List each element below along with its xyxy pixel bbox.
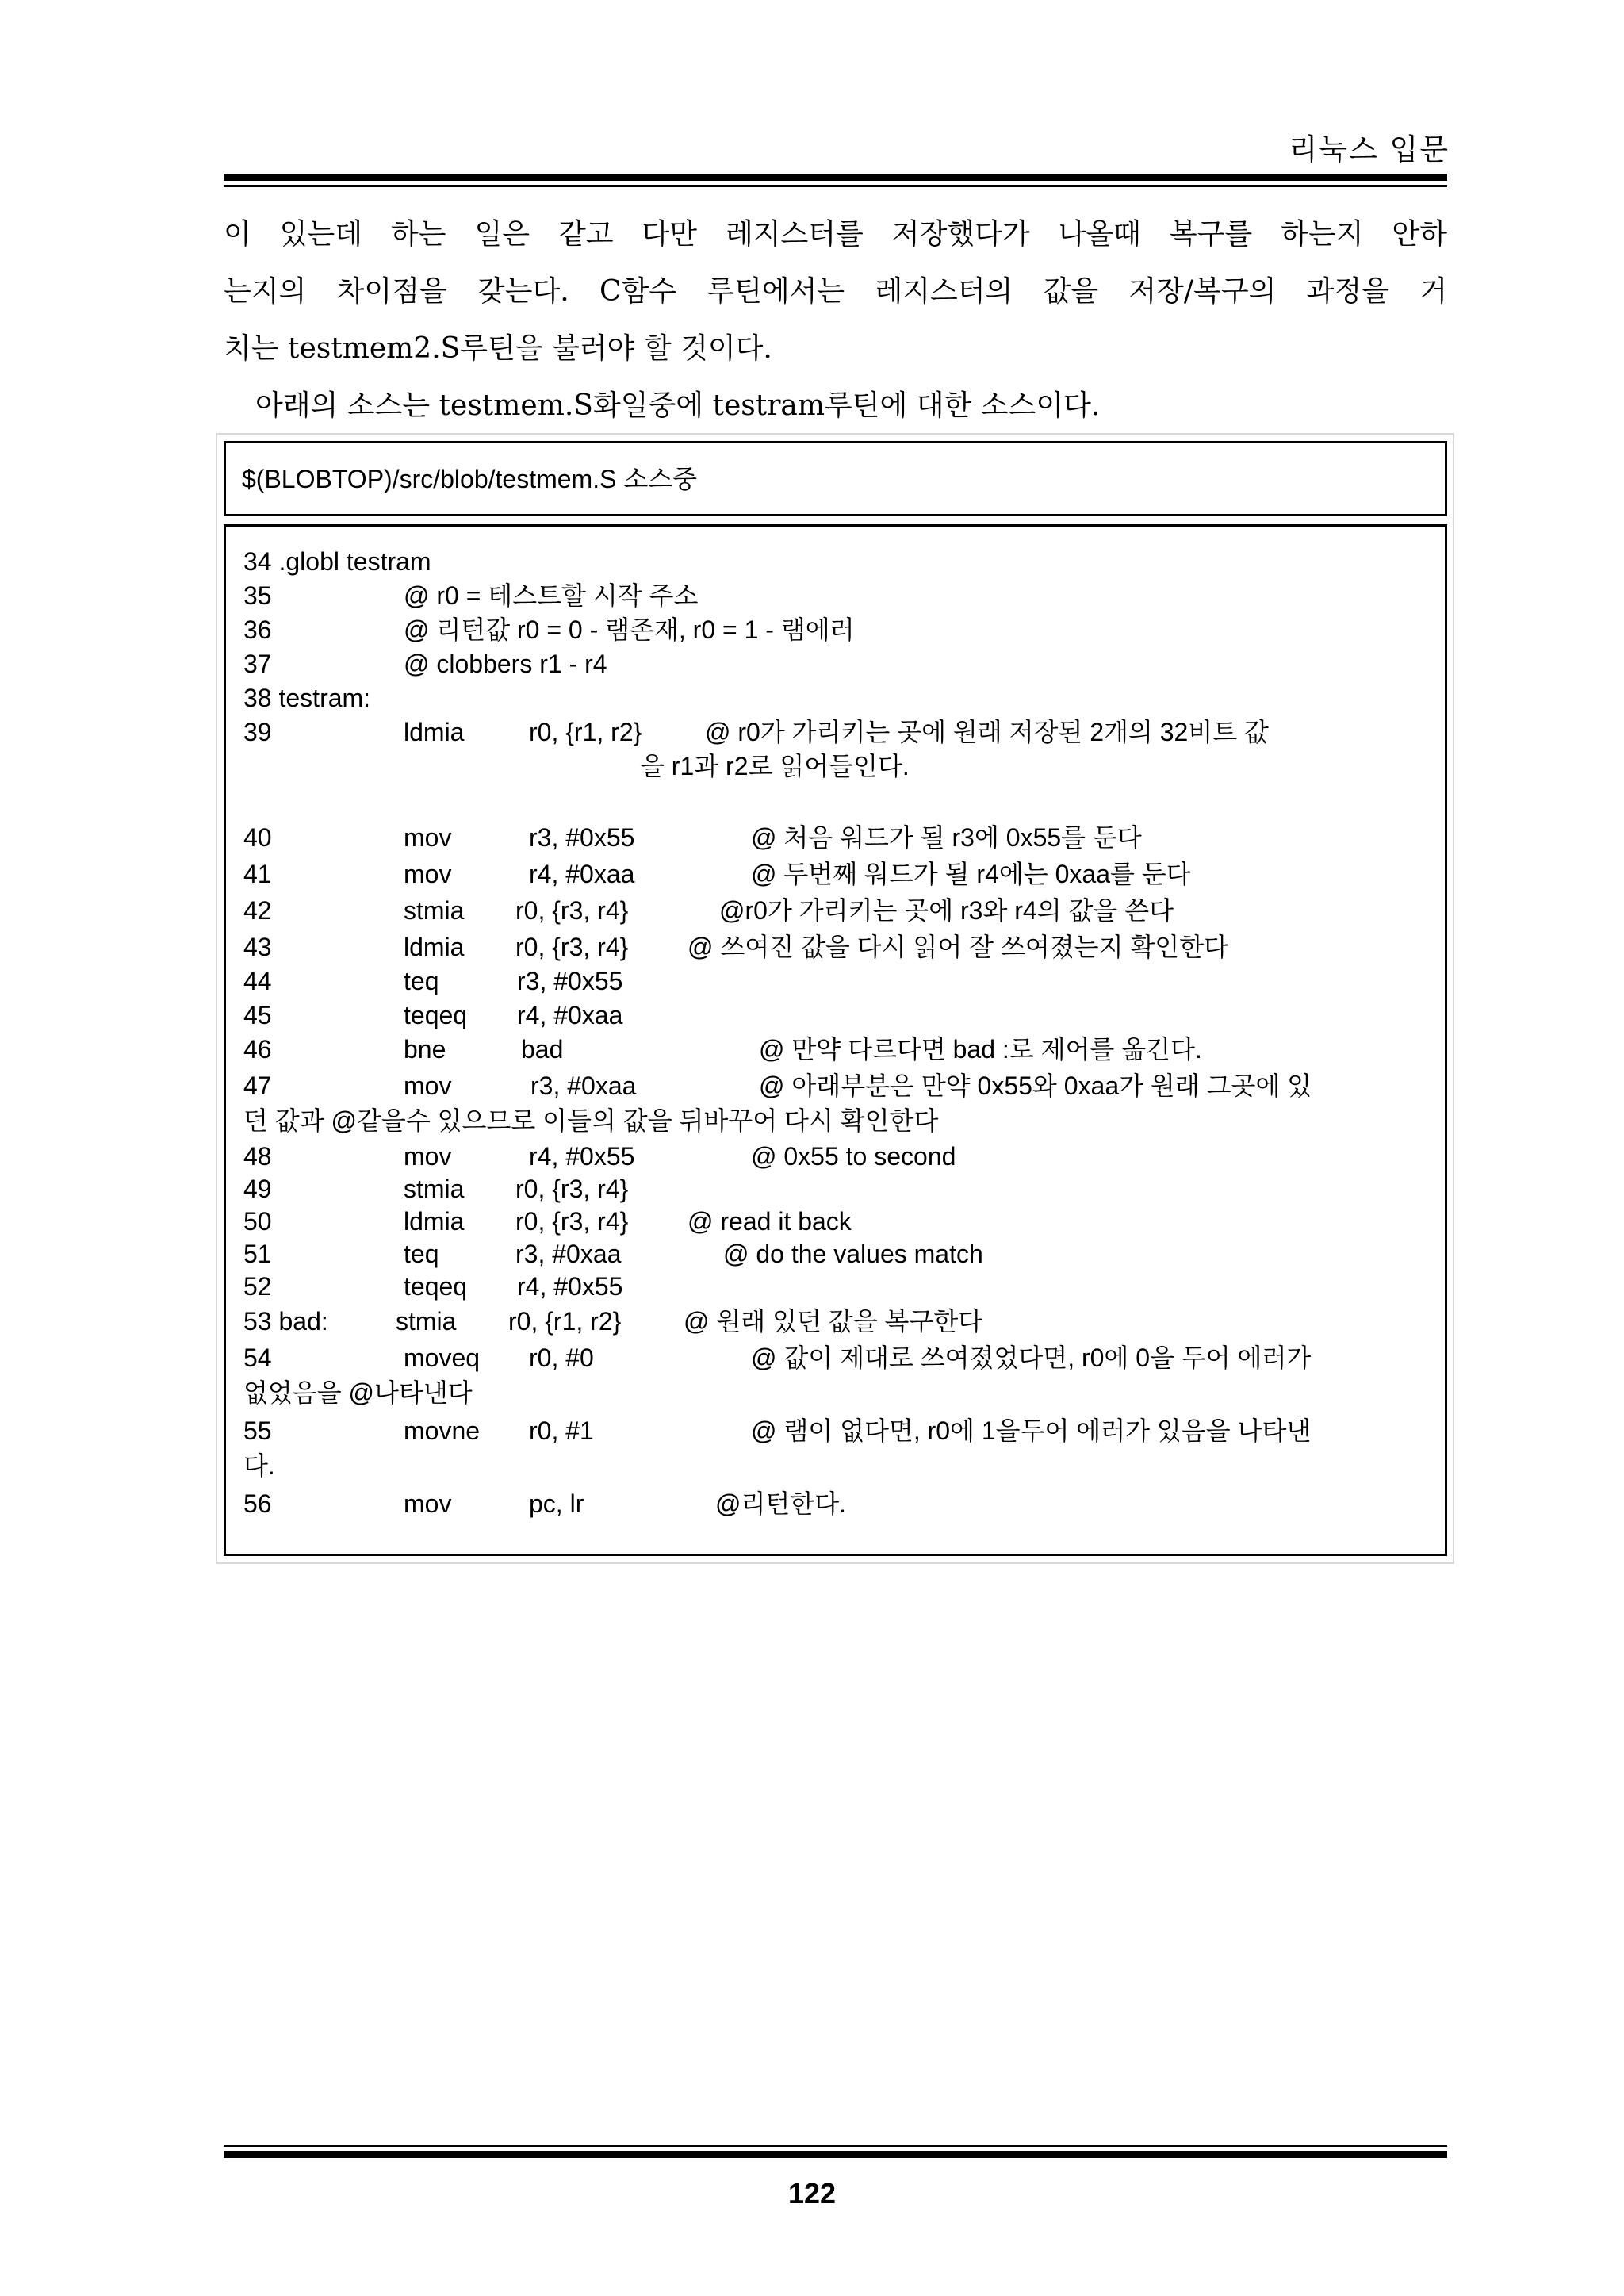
code-comment: @ r0가 가리키는 곳에 원래 저장된 2개의 32비트 값 (705, 718, 1269, 746)
code-line-number: 48 (243, 1142, 272, 1171)
code-comment: @ 값이 제대로 쓰여졌었다면, r0에 0을 두어 에러가 (751, 1343, 1312, 1372)
code-opcode: stmia (404, 1175, 465, 1203)
code-line-number: 56 (243, 1489, 272, 1518)
code-comment: 없었음을 @나타낸다 (243, 1378, 473, 1407)
code-comment: @ 처음 워드가 될 r3에 0x55를 둔다 (751, 823, 1142, 852)
code-comment: 다. (243, 1451, 275, 1480)
code-opcode: mov (404, 1071, 452, 1100)
code-line-number: 52 (243, 1272, 272, 1301)
code-comment: @ 0x55 to second (751, 1142, 956, 1171)
code-line (243, 930, 1433, 964)
code-comment: @ 쓰여진 값을 다시 읽어 잘 쓰여졌는지 확인한다 (688, 933, 1229, 961)
code-comment: @ 원래 있던 값을 복구한다 (684, 1307, 983, 1336)
code-line (243, 1139, 1433, 1174)
code-line (243, 1236, 1433, 1271)
code-line-number: 47 (243, 1071, 272, 1100)
code-line (243, 578, 1433, 613)
code-comment: 을 r1과 r2로 읽어들인다. (640, 752, 910, 780)
code-line-number: 55 (243, 1416, 272, 1445)
code-operands: r4, #0x55 (529, 1142, 635, 1171)
code-opcode: moveq (404, 1343, 481, 1372)
code-operands: r3, #0x55 (529, 823, 635, 852)
code-operands: r0, {r3, r4} (515, 933, 629, 961)
code-comment: @ read it back (688, 1207, 852, 1236)
code-operands: r3, #0xaa (530, 1071, 637, 1100)
code-line-number: 53 bad: (243, 1307, 328, 1336)
header-rule-thin (224, 185, 1447, 187)
code-line-continuation (243, 1448, 1433, 1483)
code-opcode: mov (404, 860, 452, 888)
code-comment: @ 만약 다르다면 bad :로 제어를 옮긴다. (759, 1035, 1202, 1064)
code-operands: r0, {r3, r4} (515, 1207, 629, 1236)
code-line (243, 1171, 1433, 1206)
code-line-number: 38 testram: (243, 684, 371, 712)
code-opcode: teqeq (404, 1272, 468, 1301)
code-line-continuation (243, 1103, 1433, 1138)
code-line (243, 998, 1433, 1033)
code-line-number: 39 (243, 718, 272, 746)
code-line-number: 50 (243, 1207, 272, 1236)
code-line (243, 857, 1433, 891)
code-comment: 던 값과 @같을수 있으므로 이들의 값을 뒤바꾸어 다시 확인한다 (243, 1106, 939, 1135)
code-line (243, 964, 1433, 999)
code-comment: @ do the values match (723, 1240, 983, 1268)
code-comment: @리턴한다. (715, 1489, 847, 1518)
paragraph-line-3: 치는 testmem2.S루틴을 불러야 할 것이다. (224, 332, 772, 365)
running-header-title: 리눅스 입문 (1289, 132, 1450, 167)
code-line-number: 45 (243, 1001, 272, 1029)
code-line (243, 893, 1433, 928)
code-opcode: mov (404, 1489, 452, 1518)
code-opcode: ldmia (404, 933, 465, 961)
code-line-number: 34 .globl testram (243, 547, 431, 576)
code-opcode: mov (404, 823, 452, 852)
code-line-number: 37 (243, 650, 272, 678)
code-line (243, 1413, 1433, 1448)
code-line (243, 1204, 1433, 1239)
code-opcode: ldmia (404, 718, 465, 746)
code-opcode: bne (404, 1035, 446, 1064)
code-operands: r0, {r1, r2} (529, 718, 642, 746)
code-line (243, 612, 1433, 647)
code-operands: r0, #0 (529, 1343, 594, 1372)
code-line-number: 49 (243, 1175, 272, 1203)
code-line-number: 46 (243, 1035, 272, 1064)
code-line (243, 680, 1433, 715)
code-operands: r3, #0x55 (517, 967, 623, 995)
code-line-number: 35 (243, 581, 272, 610)
code-line (243, 715, 1433, 749)
paragraph-line-2: 는지의 차이점을 갖는다. C함수 루틴에서는 레지스터의 값을 저장/복구의 과정을 거 (224, 275, 1447, 308)
code-opcode: teqeq (404, 1001, 468, 1029)
code-line (243, 1269, 1433, 1304)
code-opcode: stmia (404, 896, 465, 925)
code-line (243, 1304, 1433, 1339)
code-comment: @r0가 가리키는 곳에 r3와 r4의 값을 쓴다 (719, 896, 1174, 925)
code-line-number: 54 (243, 1343, 272, 1372)
code-comment: @ clobbers r1 - r4 (404, 650, 607, 678)
code-comment: @ 램이 없다면, r0에 1을두어 에러가 있음을 나타낸 (751, 1416, 1312, 1445)
code-operands: r0, #1 (529, 1416, 594, 1445)
paragraph-line-4: 아래의 소스는 testmem.S화일중에 testram루틴에 대한 소스이다. (255, 389, 1101, 422)
code-line (243, 1340, 1433, 1375)
code-line-continuation (243, 749, 1433, 784)
paragraph-line-1: 이 있는데 하는 일은 같고 다만 레지스터를 저장했다가 나올때 복구를 하는지 안하 (224, 218, 1447, 251)
code-operands: r0, {r3, r4} (515, 896, 629, 925)
footer-rule-thick (224, 2151, 1447, 2158)
code-opcode: mov (404, 1142, 452, 1171)
header-rule-thick (224, 174, 1447, 181)
code-line-number: 36 (243, 615, 272, 644)
code-opcode: stmia (396, 1307, 457, 1336)
code-comment: @ 리턴값 r0 = 0 - 램존재, r0 = 1 - 램에러 (404, 615, 855, 644)
code-line (243, 646, 1433, 681)
source-box-title: $(BLOBTOP)/src/blob/testmem.S 소스중 (224, 441, 1447, 516)
code-operands: r4, #0xaa (529, 860, 635, 888)
code-line-number: 44 (243, 967, 272, 995)
code-operands: r0, {r1, r2} (508, 1307, 622, 1336)
code-operands: r4, #0xaa (517, 1001, 623, 1029)
code-comment: @ 두번째 워드가 될 r4에는 0xaa를 둔다 (751, 860, 1191, 888)
code-opcode: ldmia (404, 1207, 465, 1236)
code-line (243, 1032, 1433, 1067)
code-comment: @ 아래부분은 만약 0x55와 0xaa가 원래 그곳에 있 (759, 1071, 1312, 1100)
source-code-block (224, 524, 1447, 1556)
code-line (243, 544, 1433, 579)
code-line-continuation (243, 1375, 1433, 1410)
code-operands: r0, {r3, r4} (515, 1175, 629, 1203)
code-line-number: 43 (243, 933, 272, 961)
code-operands: bad (521, 1035, 564, 1064)
code-operands: pc, lr (529, 1489, 584, 1518)
code-line (243, 1068, 1433, 1103)
code-line (243, 820, 1433, 855)
code-opcode: movne (404, 1416, 481, 1445)
page-number: 122 (787, 2177, 837, 2210)
code-line-number: 42 (243, 896, 272, 925)
code-line-number: 41 (243, 860, 272, 888)
code-opcode: teq (404, 1240, 439, 1268)
code-operands: r3, #0xaa (515, 1240, 622, 1268)
code-line (243, 1486, 1433, 1521)
code-line-number: 51 (243, 1240, 272, 1268)
code-operands: r4, #0x55 (517, 1272, 623, 1301)
code-line-number: 40 (243, 823, 272, 852)
code-opcode: teq (404, 967, 439, 995)
code-comment: @ r0 = 테스트할 시작 주소 (404, 581, 699, 610)
footer-rule-thin (224, 2145, 1447, 2147)
